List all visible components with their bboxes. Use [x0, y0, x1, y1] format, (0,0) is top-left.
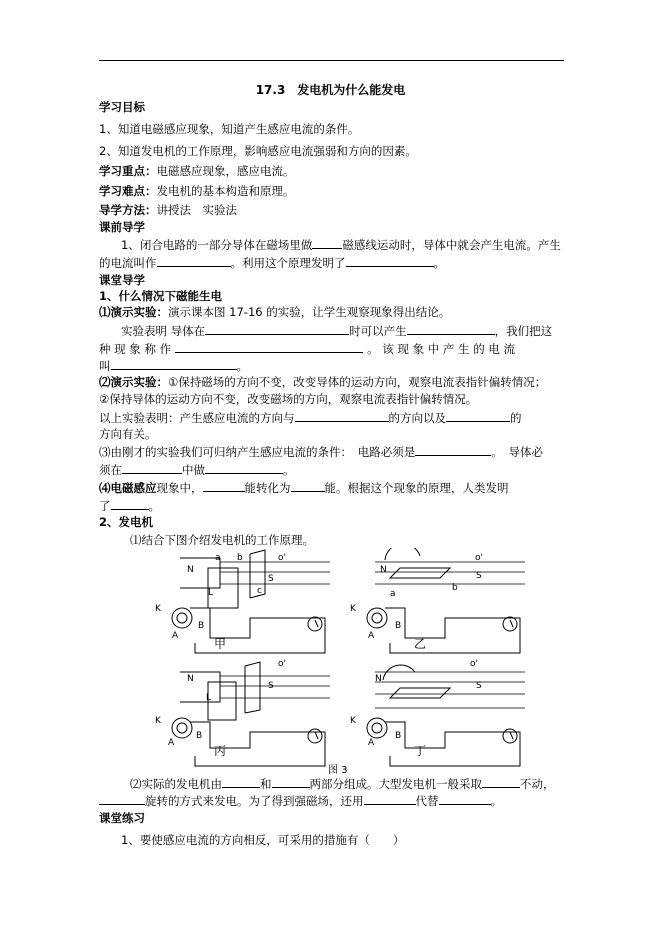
- label-K-4: K: [350, 716, 356, 726]
- label-b-2: b: [452, 583, 458, 593]
- experiment-2-line-1: ⑵演示实验：①保持磁场的方向不变，改变导体的运动方向，观察电流表指针偏转情况；: [99, 375, 547, 389]
- method-text: 讲授法 实验法: [156, 203, 237, 217]
- label-A-3: A: [168, 738, 175, 748]
- exp4-label: ⑷电磁感应: [99, 481, 157, 495]
- section-2-heading: 2、发电机: [99, 515, 154, 529]
- blank[interactable]: [407, 323, 495, 335]
- key-label: 学习重点：: [99, 164, 157, 178]
- caption-jia: 甲: [214, 637, 227, 651]
- difficult-points: [99, 184, 295, 198]
- label-B-3: B: [196, 731, 203, 741]
- objectives-heading: 学习目标: [99, 100, 145, 114]
- blank[interactable]: [111, 498, 149, 510]
- diagram-jia: [172, 550, 330, 653]
- diff-text: 发电机的基本构造和原理。: [156, 184, 295, 198]
- diagram-ding: [367, 665, 525, 766]
- blank[interactable]: [272, 776, 310, 788]
- blank[interactable]: [205, 323, 349, 335]
- teaching-method: [99, 203, 237, 217]
- generator-item-1: ⑴结合下图介绍发电机的工作原理。: [130, 533, 314, 547]
- experiment-2-result-line-2: 方向有关。: [99, 427, 157, 441]
- label-K-2: K: [350, 604, 356, 614]
- blank[interactable]: [439, 793, 491, 805]
- blank[interactable]: [291, 480, 325, 492]
- label-N-1: N: [187, 565, 194, 575]
- blank[interactable]: [122, 462, 182, 474]
- page-title: 17.3 发电机为什么能发电: [255, 83, 406, 97]
- experiment-4-line-2: 了 。: [99, 499, 160, 513]
- blank[interactable]: [175, 341, 363, 353]
- label-L-3: L: [206, 693, 212, 703]
- experiment-3-line-2: 须在 中做 。: [99, 463, 295, 477]
- experiment-1-result-line-3: 叫 。: [99, 359, 248, 373]
- exp2-label: ⑵演示实验：: [99, 375, 168, 389]
- label-N-4: N: [375, 674, 382, 684]
- label-o2-2: o': [475, 553, 483, 563]
- caption-yi: 乙: [414, 637, 427, 651]
- objective-2: 2、知道发电机的工作原理，影响感应电流强弱和方向的因素。: [99, 144, 417, 158]
- blank[interactable]: [99, 793, 145, 805]
- label-A-2: A: [368, 631, 375, 641]
- label-L-1: L: [208, 588, 214, 598]
- experiment-1: ⑴演示实验：演示课本图 17-16 的实验，让学生观察现象得出结论。: [99, 305, 451, 319]
- label-S-3: S: [268, 681, 274, 691]
- blank[interactable]: [222, 776, 260, 788]
- label-K-3: K: [155, 716, 161, 726]
- header-rule: [99, 60, 564, 61]
- label-B-2: B: [395, 621, 402, 631]
- label-N-3: N: [187, 674, 194, 684]
- label-N-2: N: [380, 565, 387, 575]
- caption-bing: 丙: [214, 744, 227, 758]
- blank[interactable]: [415, 444, 491, 456]
- objective-1: 1、知道电磁感应现象，知道产生感应电流的条件。: [99, 122, 360, 136]
- label-a-1: a: [215, 553, 221, 563]
- label-B-4: B: [395, 731, 402, 741]
- label-K-1: K: [155, 604, 161, 614]
- experiment-2-result: 以上实验表明：产生感应电流的方向与 的方向以及 的: [99, 411, 522, 425]
- label-S-2: S: [476, 571, 482, 581]
- practice-heading: 课堂练习: [99, 811, 145, 825]
- label-o2-1: o': [278, 553, 286, 563]
- diagram-bing: [172, 662, 330, 766]
- caption-ding: 丁: [414, 744, 427, 758]
- blank[interactable]: [205, 462, 283, 474]
- section-1-heading: 1、什么情况下磁能生电: [99, 289, 223, 303]
- diff-label: 学习难点：: [99, 184, 157, 198]
- blank[interactable]: [111, 358, 237, 370]
- key-text: 电磁感应现象，感应电流。: [156, 164, 295, 178]
- exp1-label: ⑴演示实验：: [99, 305, 168, 319]
- label-a-2: a: [390, 589, 396, 599]
- label-A-1: A: [172, 631, 179, 641]
- blank[interactable]: [157, 255, 231, 267]
- experiment-3-line-1: ⑶由刚才的实验我们可归纳产生感应电流的条件： 电路必须是 。 导体必: [99, 445, 543, 459]
- blank[interactable]: [312, 237, 342, 249]
- label-S-4: S: [476, 681, 482, 691]
- generator-figure: [150, 548, 530, 776]
- diagram-yi: [367, 548, 525, 653]
- blank[interactable]: [364, 793, 416, 805]
- label-B-1: B: [198, 621, 205, 631]
- experiment-4-line-1: ⑷电磁感应现象中， 能转化为 能。根据这个现象的原理，人类发明: [99, 481, 509, 495]
- generator-item-2-line-2: 旋转的方式来发电。为了得到强磁场，还用 代替 。: [99, 793, 502, 808]
- label-S-1: S: [268, 574, 274, 584]
- label-A-4: A: [368, 738, 375, 748]
- method-label: 导学方法：: [99, 203, 157, 217]
- blank[interactable]: [482, 776, 520, 788]
- label-c-1: c: [257, 586, 262, 596]
- blank[interactable]: [446, 410, 510, 422]
- blank[interactable]: [295, 410, 389, 422]
- practice-question-1: 1、要使感应电流的方向相反，可采用的措施有（ ）: [121, 833, 405, 847]
- pre-question-line-1: 1、闭合电路的一部分导体在磁场里做 磁感线运动时，导体中就会产生电流。产生: [121, 238, 561, 252]
- figure-caption: 图 3: [328, 765, 348, 776]
- key-points: [99, 164, 295, 178]
- experiment-2-line-2: ②保持导体的运动方向不变，改变磁场的方向，观察电流表指针偏转情况。: [99, 392, 478, 406]
- experiment-1-result-line-2: 种 现 象 称 作 。 该 现 象 中 产 生 的 电 流: [99, 342, 516, 356]
- in-class-heading: 课堂导学: [99, 273, 145, 287]
- pre-question-line-2: 的电流叫作 。利用这个原理发明了 。: [99, 256, 445, 270]
- pre-class-heading: 课前导学: [99, 220, 145, 234]
- generator-item-2-line-1: ⑵实际的发电机由 和 两部分组成。大型发电机一般采取 不动，: [130, 777, 555, 791]
- blank[interactable]: [346, 255, 434, 267]
- label-o2-4: o': [470, 659, 478, 669]
- label-o2-3: o': [278, 659, 286, 669]
- blank[interactable]: [203, 480, 245, 492]
- label-b-1: b: [237, 553, 243, 563]
- experiment-1-result-line-1: 实验表明 导体在 时可以产生 ，我们把这: [121, 324, 553, 338]
